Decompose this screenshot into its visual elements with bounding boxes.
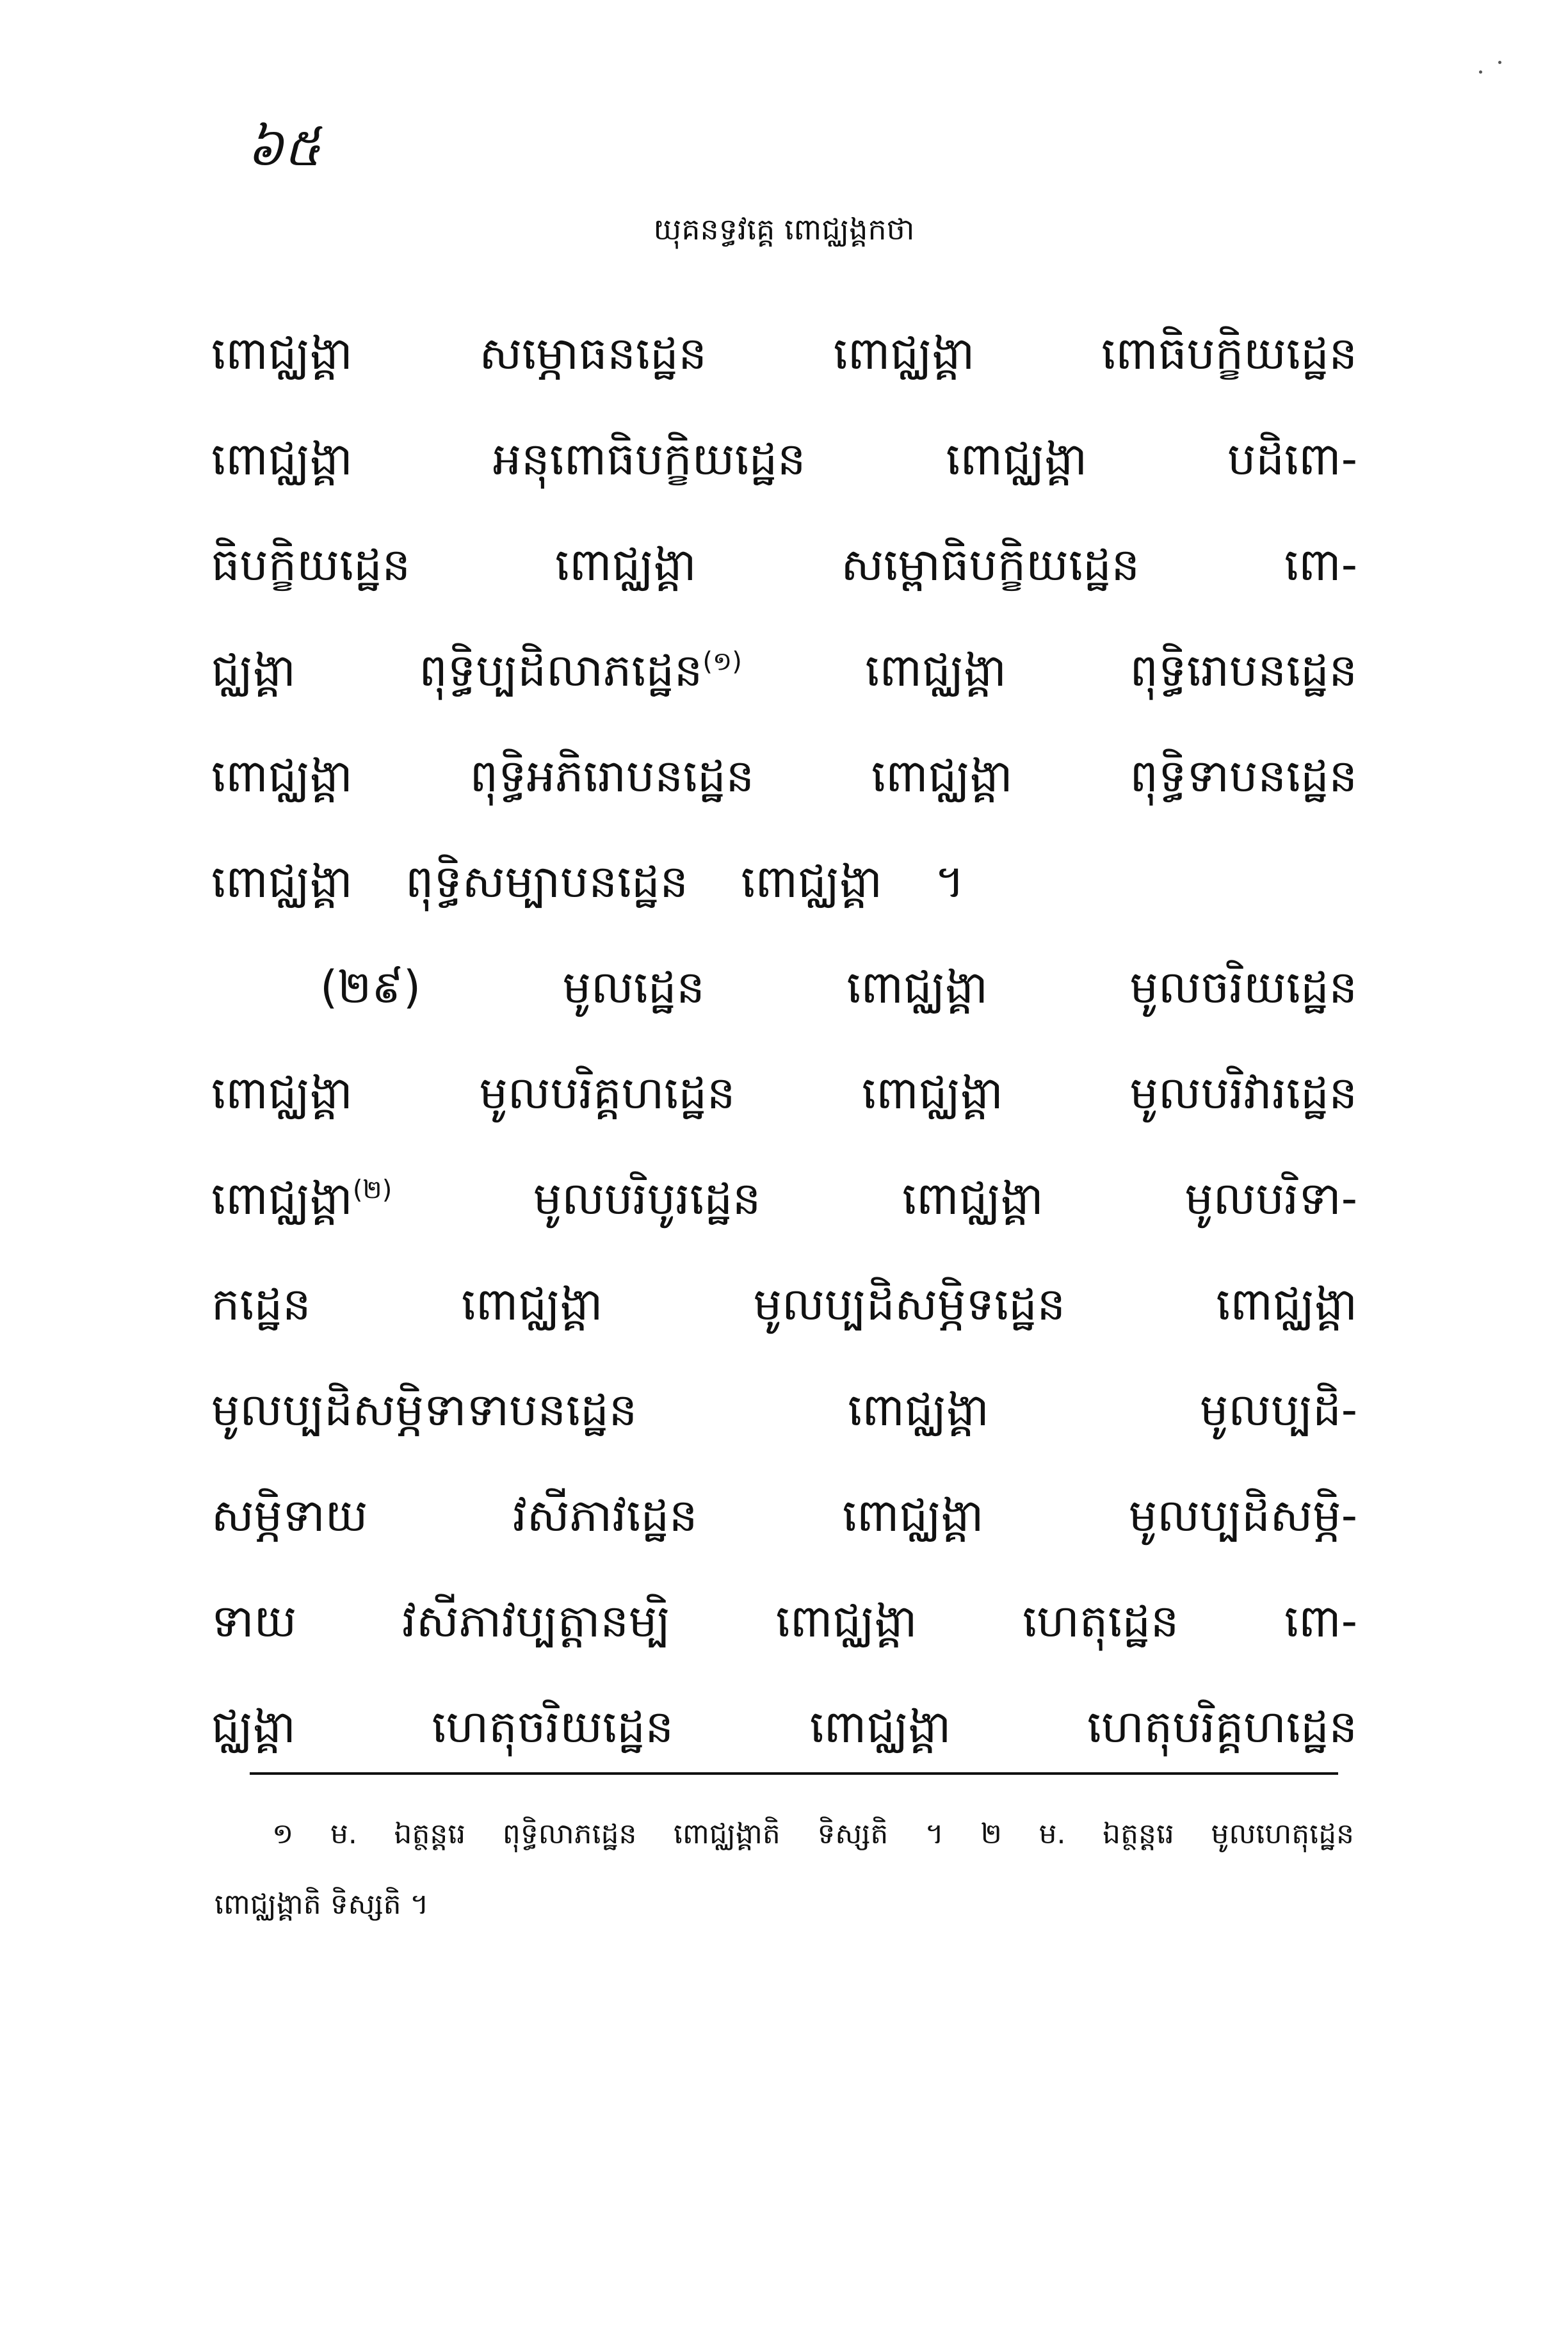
- footnotes: [214, 1799, 1354, 1940]
- page-number: ៦៥: [247, 117, 321, 178]
- paragraph-start-line: (២៩) មូលដ្ឋេន ពោជ្ឈង្គា មូលចរិយដ្ឋេន: [320, 961, 1357, 1014]
- scan-speck: [1479, 70, 1482, 74]
- footnote-divider: [250, 1772, 1338, 1775]
- footnote-line: ១ ម. ឯត្ថន្តរេ ពុទ្ធិលាភដ្ឋេន ពោជ្ឈង្គាតិ ទិស្សតិ ។ ២ ម. ឯត្ថន្តរេ មូលហេតុដ្ឋេន: [272, 1818, 1354, 1850]
- text-segment: ពោជ្ឈង្គា ពុទ្ធិរោបនដ្ឋេន: [865, 644, 1357, 697]
- text-line: ទាយ វសីភាវប្បត្តានម្បិ ពោជ្ឈង្គា ហេតុដ្ឋេន ពោ-: [211, 1595, 1357, 1647]
- text-line: ពោជ្ឈង្គា ពុទ្ធិអភិរោបនដ្ឋេន ពោជ្ឈង្គា ពុទ្ធិទាបនដ្ឋេន: [211, 750, 1357, 802]
- text-line: ជ្ឈង្គា ហេតុចរិយដ្ឋេន ពោជ្ឈង្គា ហេតុបរិគ្គហដ្ឋេន: [211, 1701, 1357, 1753]
- text-line: ពោជ្ឈង្គា អនុពោធិបក្ខិយដ្ឋេន ពោជ្ឈង្គា បដិពោ-: [211, 433, 1357, 485]
- scan-speck: [1498, 61, 1501, 64]
- text-line: [211, 618, 1357, 723]
- running-head: យុគនទ្ធវគ្គេ ពោជ្ឈង្គកថា: [653, 212, 915, 247]
- text-segment: ពោជ្ឈង្គា: [211, 1172, 353, 1225]
- text-line: កដ្ឋេន ពោជ្ឈង្គា មូលប្បដិសម្ភិទដ្ឋេន ពោជ្ឈង្គា: [211, 1278, 1357, 1330]
- body-text: [211, 301, 1357, 1780]
- text-line: សម្ភិទាយ វសីភាវដ្ឋេន ពោជ្ឈង្គា មូលប្បដិសម្ភិ-: [211, 1489, 1357, 1542]
- footnote-reference: (១): [702, 647, 742, 677]
- text-line: ធិបក្ខិយដ្ឋេន ពោជ្ឈង្គា សម្ពោធិបក្ខិយដ្ឋេន ពោ-: [211, 538, 1357, 591]
- text-line: ពោជ្ឈង្គា សម្ភោធនដ្ឋេន ពោជ្ឈង្គា ពោធិបក្ខិយដ្ឋេន: [211, 327, 1357, 380]
- text-segment: ជ្ឈង្គា ពុទ្ធិប្បដិលាភដ្ឋេន: [211, 644, 703, 697]
- text-line: ពោជ្ឈង្គា មូលបរិគ្គហដ្ឋេន ពោជ្ឈង្គា មូលបរិវារដ្ឋេន: [211, 1067, 1357, 1119]
- text-line: [211, 1146, 1357, 1252]
- footnote-line: ពោជ្ឈង្គាតិ ទិស្សតិ ។: [214, 1888, 429, 1921]
- text-line: មូលប្បដិសម្ភិទាទាបនដ្ឋេន ពោជ្ឈង្គា មូលប្បដិ-: [211, 1384, 1357, 1436]
- footnote-reference: (២): [352, 1175, 392, 1205]
- text-segment: មូលបរិបូរដ្ឋេន ពោជ្ឈង្គា មូលបរិទា-: [533, 1172, 1357, 1225]
- text-line: ពោជ្ឈង្គា ពុទ្ធិសម្បាបនដ្ឋេន ពោជ្ឈង្គា ។: [211, 855, 965, 908]
